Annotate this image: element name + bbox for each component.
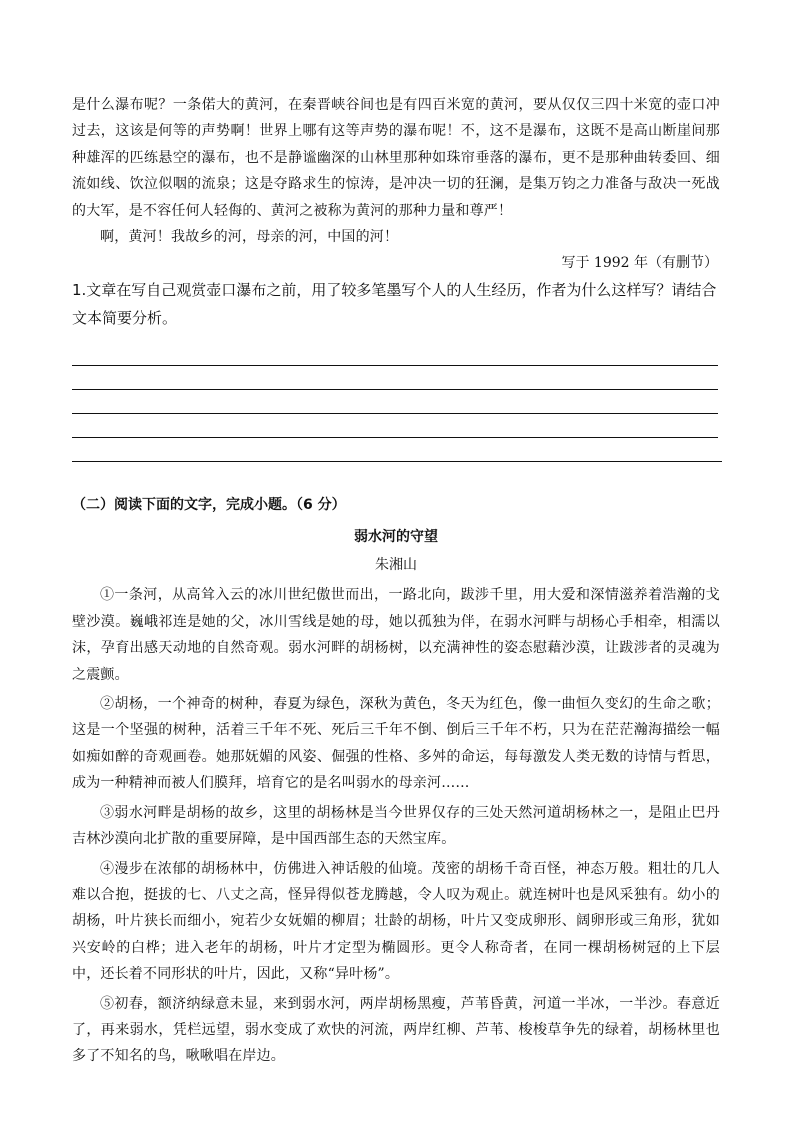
question-1: 1.文章在写自己观赏壶口瀑布之前，用了较多笔墨写个人的人生经历，作者为什么这样写？请结合文本简要分析。 [72, 281, 717, 328]
passage-signature: 写于 1992 年（有删节） [561, 255, 718, 272]
article-author: 朱湘山 [375, 557, 417, 574]
article-title: 弱水河的守望 [354, 529, 438, 546]
answer-line[interactable] [72, 438, 722, 462]
passage-paragraph: 是什么瀑布呢？一条偌大的黄河，在秦晋峡谷间也是有四百米宽的黄河，要从仅仅三四十米宽的壶口冲过去，这该是何等的声势啊！世界上哪有这等声势的瀑布呢！不，这不是瀑布，这既不是高山断崖间那种雄浑的匹练悬空的瀑布，也不是静谧幽深的山林里那种如珠帘垂落的瀑布，更不是那种曲转委回、细流如线、饮泣似咽的流泉；这是夺路求生的惊涛，是冲决一切的狂澜，是集万钧之力准备与敌决一死战的大军，是不容任何人轻侮的、黄河之被称为黄河的那种力量和尊严！ [72, 97, 720, 219]
passage-paragraph: 啊，黄河！我故乡的河，母亲的河，中国的河！ [100, 229, 399, 246]
section-heading: （二）阅读下面的文字，完成小题。（6 分） [72, 497, 346, 514]
answer-line[interactable] [72, 366, 718, 390]
article-paragraph-5: ⑤初春，额济纳绿意未显，来到弱水河，两岸胡杨黑瘦，芦苇昏黄，河道一半冰，一半沙。春意近了，再来弱水，凭栏远望，弱水变成了欢快的河流，两岸红柳、芦苇、梭梭草争先的绿着，胡杨林里也多了不知名的鸟，啾啾唱在岸边。 [72, 995, 720, 1065]
article-paragraph-2: ②胡杨，一个神奇的树种，春夏为绿色，深秋为黄色，冬天为红色，像一曲恒久变幻的生命之歌；这是一个坚强的树种，活着三千年不死、死后三千年不倒、倒后三千年不朽，只为在茫茫瀚海描绘一幅如痴如醉的奇观画卷。她那妩媚的风姿、倔强的性格、多舛的命运，每每激发人类无数的诗情与哲思，成为一种精神而被人们膜拜，培育它的是名叫弱水的母亲河…… [72, 696, 720, 792]
article-paragraph-4: ④漫步在浓郁的胡杨林中，仿佛进入神话般的仙境。茂密的胡杨千奇百怪，神态万般。粗壮的几人难以合抱，挺拔的七、八丈之高，怪异得似苍龙腾越，令人叹为观止。就连树叶也是风采独有。幼小的胡杨，叶片狭长而细小，宛若少女妩媚的柳眉；壮龄的胡杨，叶片又变成卵形、阔卵形或三角形，犹如兴安岭的白桦；进入老年的胡杨，叶片才定型为椭圆形。更令人称奇者，在同一棵胡杨树冠的上下层中，还长着不同形状的叶片，因此，又称“异叶杨”。 [72, 860, 720, 983]
answer-line[interactable] [72, 390, 718, 414]
answer-line[interactable] [72, 414, 718, 438]
document-page [72, 92, 720, 1070]
answer-area [72, 342, 720, 462]
article-paragraph-3: ③弱水河畔是胡杨的故乡，这里的胡杨林是当今世界仅存的三处天然河道胡杨林之一，是阻止巴丹吉林沙漠向北扩散的重要屏障，是中国西部生态的天然宝库。 [72, 804, 720, 848]
answer-line[interactable] [72, 342, 718, 366]
article-paragraph-1: ①一条河，从高耸入云的冰川世纪傲世而出，一路北向，跋涉千里，用大爱和深情滋养着浩瀚的戈壁沙漠。巍峨祁连是她的父，冰川雪线是她的母，她以孤独为伴，在弱水河畔与胡杨心手相牵，相濡以沫，孕育出感天动地的自然奇观。弱水河畔的胡杨树，以充满神性的姿态慰藉沙漠，让跋涉者的灵魂为之震颤。 [72, 587, 720, 683]
